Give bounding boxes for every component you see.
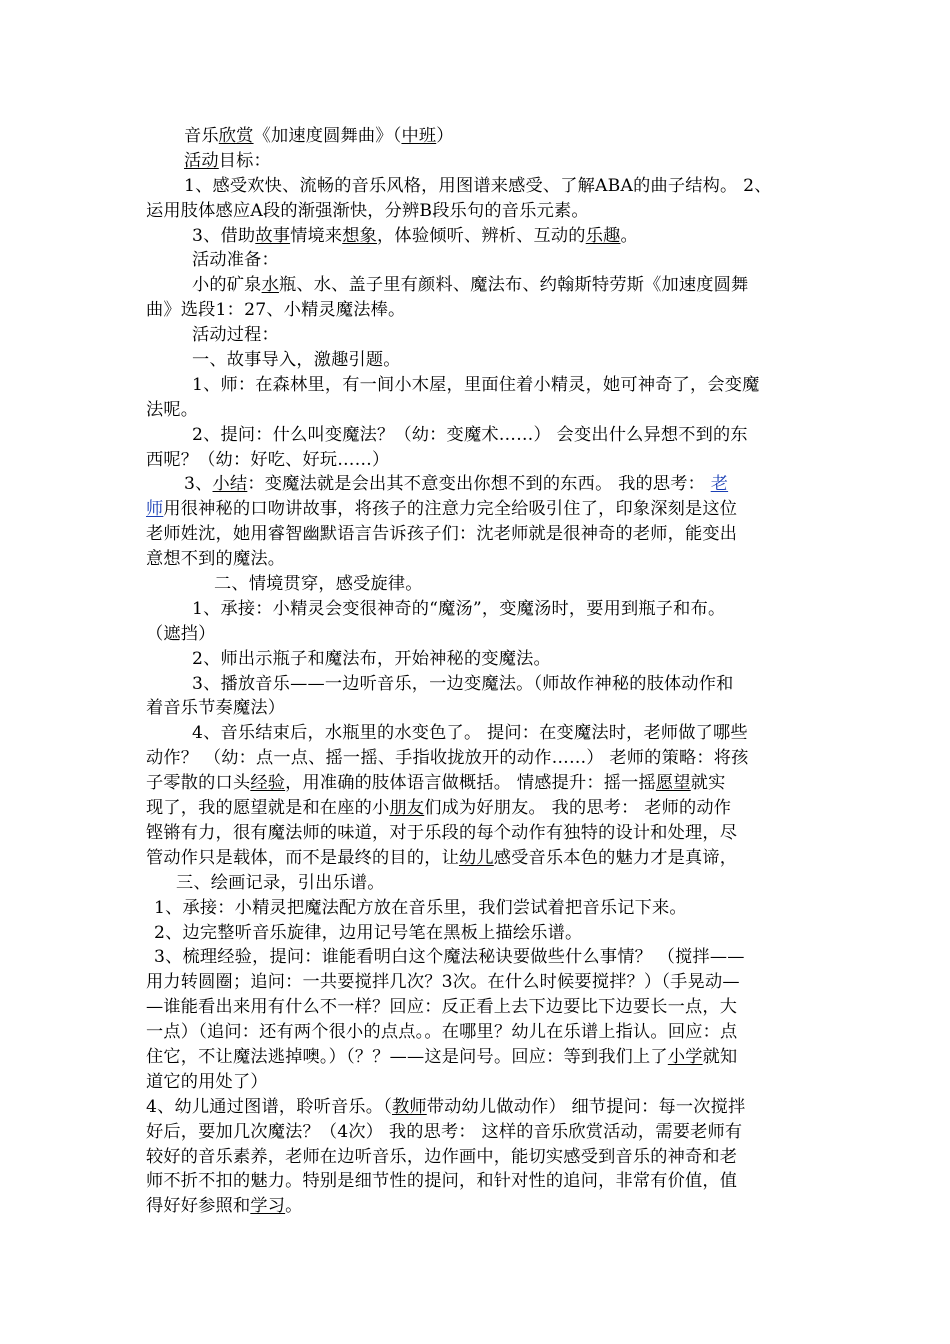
text-line — [146, 896, 810, 921]
underlined-keyword[interactable]: 经验 — [250, 773, 286, 794]
underlined-keyword[interactable]: 朋友 — [389, 798, 425, 819]
text-run: 活动准备： — [192, 250, 279, 271]
text-line — [146, 846, 810, 871]
text-run: ：变魔法就是会出其不意变出你想不到的东西。 我的思考： — [247, 474, 711, 495]
text-line — [146, 1045, 810, 1070]
text-line — [146, 746, 810, 771]
text-run: ，体验倾听、辨析、互动的 — [377, 225, 586, 246]
text-run: 二、情境贯穿，感受旋律。 — [214, 574, 423, 595]
text-run: 就实 — [690, 773, 726, 794]
text-run: 4、幼儿通过图谱，聆听音乐。（ — [146, 1096, 392, 1117]
text-line — [146, 597, 810, 622]
text-run: 《加速度圆舞曲》（ — [253, 126, 402, 146]
text-line — [146, 472, 810, 497]
text-run: 3、 — [184, 474, 213, 495]
text-line — [146, 298, 810, 323]
text-line — [146, 398, 810, 423]
underlined-keyword[interactable]: 幼儿 — [458, 847, 494, 868]
underlined-keyword[interactable]: 教师 — [391, 1096, 427, 1117]
underlined-keyword[interactable]: 中班 — [401, 126, 437, 146]
text-line — [146, 1145, 810, 1170]
text-line — [146, 1120, 810, 1145]
text-run: 。 — [285, 1196, 303, 1217]
text-line — [146, 721, 810, 746]
underlined-keyword[interactable]: 欣赏 — [218, 126, 254, 146]
text-line — [146, 796, 810, 821]
text-line — [146, 273, 810, 298]
text-run: 曲》选段1：27、小精灵魔法棒。 — [146, 300, 406, 321]
underlined-keyword[interactable]: 小结 — [212, 474, 248, 495]
hyperlink-text[interactable]: 老 — [710, 474, 729, 495]
text-run: 1、感受欢快、流畅的音乐风格，用图谱来感受、了解ABA的曲子结构。 2、 — [184, 175, 772, 196]
text-run: 情境来 — [290, 225, 343, 246]
text-line — [146, 1070, 810, 1095]
text-run: —谁能看出来用有什么不一样？回应：反正看上去下边要比下边要长一点，大 — [146, 997, 738, 1018]
text-run: 子零散的口头 — [146, 773, 251, 794]
text-line — [146, 696, 810, 721]
underlined-keyword[interactable]: 乐趣 — [585, 225, 621, 246]
text-run: 好后，要加几次魔法？（4次） 我的思考： 这样的音乐欣赏活动，需要老师有 — [146, 1121, 743, 1142]
text-run: 音乐 — [184, 126, 219, 146]
text-line — [146, 448, 810, 473]
text-run: 铿锵有力，很有魔法师的味道，对于乐段的每个动作有独特的设计和处理，尽 — [146, 822, 738, 843]
underlined-keyword[interactable]: 想象 — [342, 225, 378, 246]
text-line — [146, 1194, 810, 1219]
text-run: 带动幼儿做动作） 细节提问：每一次搅拌 — [426, 1096, 746, 1117]
text-line — [146, 373, 810, 398]
underlined-keyword[interactable]: 活动 — [184, 150, 219, 171]
underlined-keyword[interactable]: 学习 — [250, 1196, 286, 1217]
text-run: 一、故事导入，激趣引题。 — [192, 350, 401, 371]
text-run: 1、师：在森林里，有一间小木屋，里面住着小精灵，她可神奇了，会变魔 — [192, 374, 760, 395]
text-line — [146, 174, 810, 199]
text-run: 动作？ （幼：点一点、摇一摇、手指收拢放开的动作……） 老师的策略：将孩 — [146, 748, 749, 769]
text-run: 。 — [620, 225, 638, 246]
text-line — [146, 522, 810, 547]
text-run: 3、梳理经验，提问：谁能看明白这个魔法秘诀要做些什么事情？ （搅拌—— — [154, 947, 745, 968]
text-line — [146, 647, 810, 672]
text-line — [146, 547, 810, 572]
text-run: 3、借助 — [192, 225, 256, 246]
text-line — [146, 572, 810, 597]
text-run: 就知 — [702, 1046, 738, 1067]
text-line — [146, 995, 810, 1020]
text-run: 感受音乐本色的魅力才是真谛， — [493, 847, 738, 868]
text-run: ，用准确的肢体语言做概括。 情感提升：摇一摇 — [285, 773, 656, 794]
text-run: 较好的音乐素养，老师在边听音乐，边作画中，能切实感受到音乐的神奇和老 — [146, 1146, 738, 1167]
text-line — [146, 945, 810, 970]
text-line — [146, 1169, 810, 1194]
text-run: 2、提问：什么叫变魔法？（幼：变魔术……） 会变出什么异想不到的东 — [192, 424, 748, 445]
text-run: （遮挡） — [146, 623, 216, 644]
text-line — [146, 970, 810, 995]
text-run: 老师姓沈，她用睿智幽默语言告诉孩子们：沈老师就是很神奇的老师，能变出 — [146, 524, 738, 545]
text-line — [146, 497, 810, 522]
text-line — [146, 348, 810, 373]
text-run: 4、音乐结束后，水瓶里的水变色了。 提问：在变魔法时，老师做了哪些 — [192, 723, 748, 744]
text-line — [146, 199, 810, 224]
document-body — [146, 124, 810, 1219]
text-run: 住它，不让魔法逃掉噢。）（？？——这是问号。回应：等到我们上了 — [146, 1046, 668, 1067]
text-run: 2、边完整听音乐旋律，边用记号笔在黑板上描绘乐谱。 — [154, 922, 583, 943]
text-run: 意想不到的魔法。 — [146, 549, 286, 570]
text-run: 一点）（追问：还有两个很小的点点。。在哪里？幼儿在乐谱上指认。回应：点 — [146, 1022, 738, 1043]
text-run: 管动作只是载体，而不是最终的目的，让 — [146, 847, 459, 868]
text-run: 2、师出示瓶子和魔法布，开始神秘的变魔法。 — [192, 648, 551, 669]
text-run: 现了，我的愿望就是和在座的小 — [146, 798, 390, 819]
text-run: 法呢。 — [146, 399, 199, 420]
text-run: 用很神秘的口吻讲故事，将孩子的注意力完全给吸引住了，印象深刻是这位 — [163, 499, 738, 520]
text-line — [146, 124, 810, 149]
text-run: 得好好参照和 — [146, 1196, 251, 1217]
text-line — [146, 672, 810, 697]
text-run: 们成为好朋友。 我的思考： 老师的动作 — [424, 798, 732, 819]
text-run: 小的矿泉 — [192, 275, 262, 296]
hyperlink-text[interactable]: 师 — [146, 499, 164, 520]
text-run: 3、播放音乐——一边听音乐，一边变魔法。（师故作神秘的肢体动作和 — [192, 673, 734, 694]
text-run: 师不折不扣的魅力。特别是细节性的提问，和针对性的追问，非常有价值，值 — [146, 1171, 738, 1192]
text-line — [146, 323, 810, 348]
text-run: 活动过程： — [192, 325, 279, 346]
text-line — [146, 1020, 810, 1045]
text-line — [146, 871, 810, 896]
text-run: 瓶、水、盖子里有颜料、魔法布、约翰斯特劳斯《加速度圆舞 — [278, 275, 749, 296]
underlined-keyword[interactable]: 水 — [261, 275, 279, 296]
text-run: 1、承接：小精灵会变很神奇的“魔汤”，变魔汤时，要用到瓶子和布。 — [192, 598, 726, 619]
text-run: 1、承接：小精灵把魔法配方放在音乐里，我们尝试着把音乐记下来。 — [154, 897, 687, 918]
text-line — [146, 821, 810, 846]
text-run: ） — [436, 126, 454, 146]
text-run: 三、绘画记录，引出乐谱。 — [176, 872, 385, 893]
text-run: 目标： — [218, 150, 271, 171]
text-run: 西呢？（幼：好吃、好玩……） — [146, 449, 390, 470]
text-line — [146, 149, 810, 174]
text-line — [146, 248, 810, 273]
underlined-keyword[interactable]: 愿望 — [655, 773, 691, 794]
text-run: 运用肢体感应A段的渐强渐快，分辨B段乐句的音乐元素。 — [146, 200, 589, 221]
text-line — [146, 771, 810, 796]
text-line — [146, 423, 810, 448]
text-line — [146, 1095, 810, 1120]
text-run: 用力转圆圈；追问：一共要搅拌几次？3次。在什么时候要搅拌？）（手晃动— — [146, 972, 740, 993]
text-run: 着音乐节奏魔法） — [146, 698, 286, 719]
text-line — [146, 921, 810, 946]
text-line — [146, 224, 810, 249]
text-line — [146, 622, 810, 647]
underlined-keyword[interactable]: 故事 — [255, 225, 291, 246]
text-run: 道它的用处了） — [146, 1071, 268, 1092]
underlined-keyword[interactable]: 小学 — [667, 1046, 703, 1067]
